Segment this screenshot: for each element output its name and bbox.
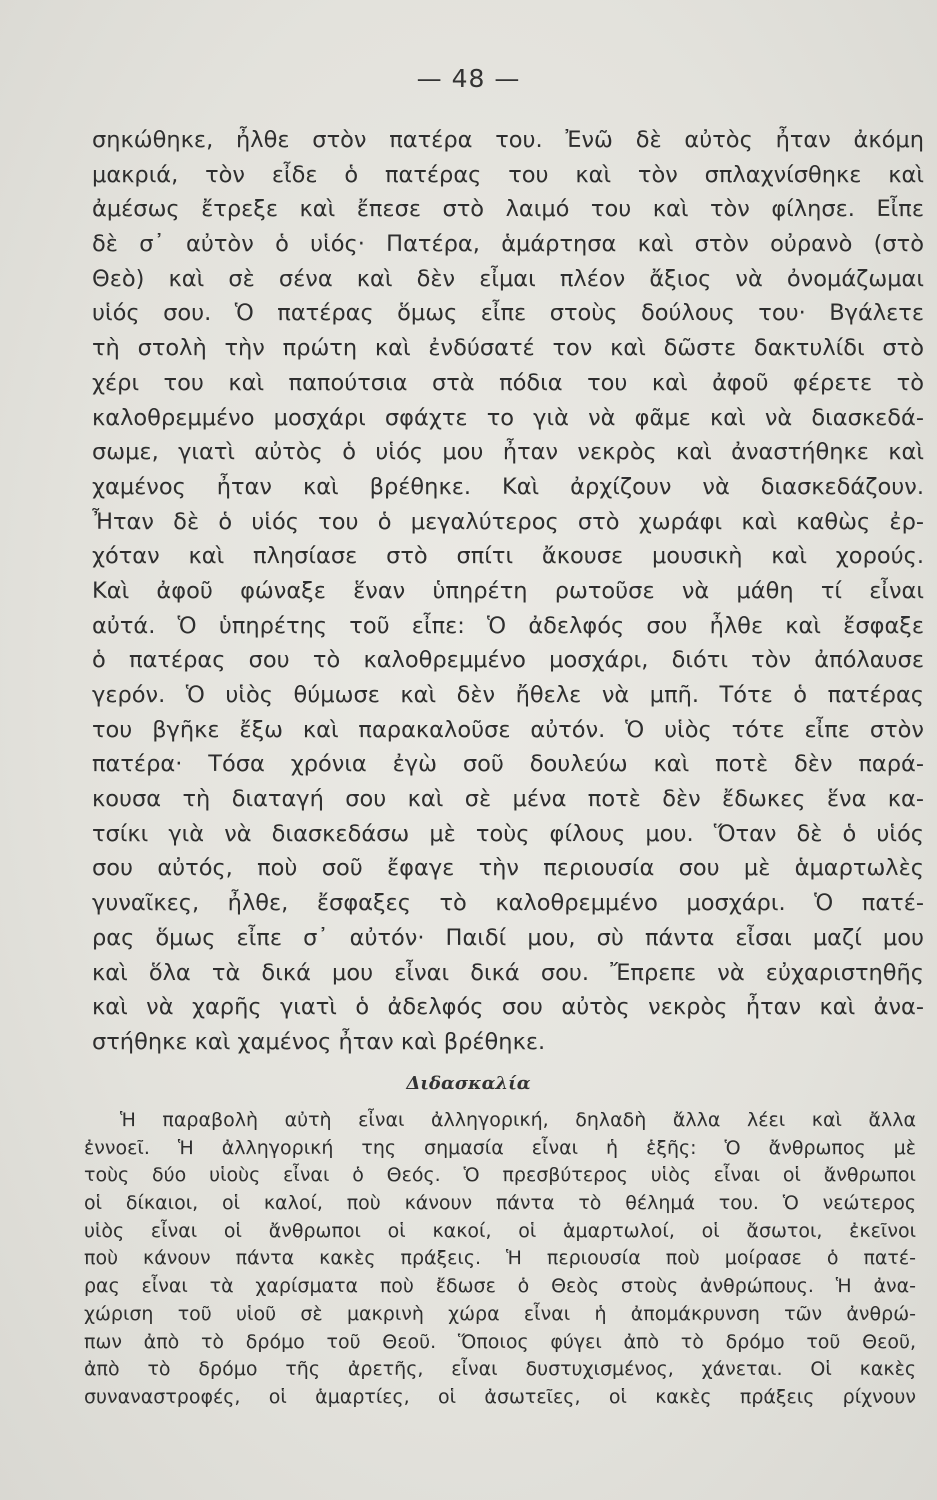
text-line: σηκώθηκε, ἦλθε στὸν πατέρα του. Ἐνῶ δὲ αὐτὸς ἦταν ἀκόμη xyxy=(92,127,924,153)
text-line: υἱός σου. Ὁ πατέρας ὅμως εἶπε στοὺς δούλους του· Βγάλετε xyxy=(92,300,924,327)
text-line: στήθηκε καὶ χαμένος ἦταν καὶ βρέθηκε. xyxy=(92,1028,546,1055)
text-line: χόταν καὶ πλησίασε στὸ σπίτι ἄκουσε μουσικὴ καὶ χορούς. xyxy=(92,543,924,570)
text-line: καλοθρεμμένο μοσχάρι σφάχτε το γιὰ νὰ φᾶμε καὶ νὰ διασκεδά- xyxy=(92,404,924,431)
text-line: δὲ σ᾿ αὐτὸν ὁ υἱός· Πατέρα, ἁμάρτησα καὶ στὸν οὐρανὸ (στὸ xyxy=(92,231,924,258)
text-line: ἀμέσως ἔτρεξε καὶ ἔπεσε στὸ λαιμό του καὶ τὸν φίλησε. Εἶπε xyxy=(92,196,924,223)
text-line: χέρι του καὶ παπούτσια στὰ πόδια του καὶ ἀφοῦ φέρετε τὸ xyxy=(92,369,924,396)
lesson-text-block xyxy=(84,1107,916,1412)
text-line: τσίκι γιὰ νὰ διασκεδάσω μὲ τοὺς φίλους μου. Ὅταν δὲ ὁ υἱός xyxy=(92,820,924,847)
section-heading: Διδασκαλία xyxy=(406,1073,531,1094)
text-line: κουσα τὴ διαταγή σου καὶ σὲ μένα ποτὲ δὲν ἔδωκες ἕνα κα- xyxy=(92,786,924,813)
text-line: ὁ πατέρας σου τὸ καλοθρεμμένο μοσχάρι, διότι τὸν ἀπόλαυσε xyxy=(92,647,924,674)
main-text-block xyxy=(92,123,924,1060)
text-line: του βγῆκε ἔξω καὶ παρακαλοῦσε αὐτόν. Ὁ υἱὸς τότε εἶπε στὸν xyxy=(92,716,924,743)
lesson-line: υἱὸς εἶναι οἱ ἄνθρωποι οἱ κακοί, οἱ ἁμαρτωλοί, οἱ ἄσωτοι, ἐκεῖνοι xyxy=(84,1219,916,1242)
text-line: γυναῖκες, ἦλθε, ἔσφαξες τὸ καλοθρεμμένο μοσχάρι. Ὁ πατέ- xyxy=(92,890,924,917)
lesson-line: χώριση τοῦ υἱοῦ σὲ μακρινὴ χώρα εἶναι ἡ ἀπομάκρυνση τῶν ἀνθρώ- xyxy=(84,1302,916,1325)
text-line: Καὶ ἀφοῦ φώναξε ἕναν ὑπηρέτη ρωτοῦσε νὰ μάθη τί εἶναι xyxy=(92,577,924,604)
text-line: καὶ ὅλα τὰ δικά μου εἶναι δικά σου. Ἔπρεπε νὰ εὐχαριστηθῆς xyxy=(92,959,924,986)
text-line: Θεὸ) καὶ σὲ σένα καὶ δὲν εἶμαι πλέον ἄξιος νὰ ὀνομάζωμαι xyxy=(92,265,924,292)
lesson-line: τοὺς δύο υἱοὺς εἶναι ὁ Θεός. Ὁ πρεσβύτερος υἱὸς εἶναι οἱ ἄνθρωποι xyxy=(84,1164,916,1187)
page-number: — 48 — xyxy=(416,64,521,93)
lesson-line: Ἡ παραβολὴ αὐτὴ εἶναι ἀλληγορική, δηλαδὴ ἄλλα λέει καὶ ἄλλα xyxy=(120,1109,916,1131)
lesson-line: ρας εἶναι τὰ χαρίσματα ποὺ ἔδωσε ὁ Θεὸς στοὺς ἀνθρώπους. Ἡ ἀνα- xyxy=(84,1275,916,1298)
text-line: αὐτά. Ὁ ὑπηρέτης τοῦ εἶπε: Ὁ ἀδελφός σου ἦλθε καὶ ἔσφαξε xyxy=(92,612,924,639)
text-line: χαμένος ἦταν καὶ βρέθηκε. Καὶ ἀρχίζουν νὰ διασκεδάζουν. xyxy=(92,473,924,500)
text-line: τὴ στολὴ τὴν πρώτη καὶ ἐνδύσατέ τον καὶ δῶστε δακτυλίδι στὸ xyxy=(92,335,924,362)
text-line: μακριά, τὸν εἶδε ὁ πατέρας του καὶ τὸν σπλαχνίσθηκε καὶ xyxy=(92,161,924,188)
lesson-line: ποὺ κάνουν πάντα κακὲς πράξεις. Ἡ περιουσία ποὺ μοίρασε ὁ πατέ- xyxy=(84,1247,916,1270)
text-line: σωμε, γιατὶ αὐτὸς ὁ υἱός μου ἦταν νεκρὸς καὶ ἀναστήθηκε καὶ xyxy=(92,439,924,466)
text-line: Ἦταν δὲ ὁ υἱός του ὁ μεγαλύτερος στὸ χωράφι καὶ καθὼς ἐρ- xyxy=(92,508,924,535)
text-line: γερόν. Ὁ υἱὸς θύμωσε καὶ δὲν ἤθελε νὰ μπῆ. Τότε ὁ πατέρας xyxy=(92,682,924,708)
lesson-line: οἱ δίκαιοι, οἱ καλοί, ποὺ κάνουν πάντα τὸ θέλημά του. Ὁ νεώτερος xyxy=(84,1192,916,1215)
text-line: καὶ νὰ χαρῆς γιατὶ ὁ ἀδελφός σου αὐτὸς νεκρὸς ἦταν καὶ ἀνα- xyxy=(92,994,924,1021)
lesson-line: συναναστροφές, οἱ ἁμαρτίες, οἱ ἀσωτεῖες, οἱ κακὲς πράξεις ρίχνουν xyxy=(84,1385,916,1408)
lesson-line: ἀπὸ τὸ δρόμο τῆς ἀρετῆς, εἶναι δυστυχισμένος, χάνεται. Οἱ κακὲς xyxy=(84,1358,916,1381)
lesson-line: ἐννοεῖ. Ἡ ἀλληγορική της σημασία εἶναι ἡ ἑξῆς: Ὁ ἄνθρωπος μὲ xyxy=(84,1136,916,1159)
text-line: πατέρα· Τόσα χρόνια ἐγὼ σοῦ δουλεύω καὶ ποτὲ δὲν παρά- xyxy=(92,751,924,778)
text-line: σου αὐτός, ποὺ σοῦ ἔφαγε τὴν περιουσία σου μὲ ἁμαρτωλὲς xyxy=(92,855,924,882)
lesson-line: πων ἀπὸ τὸ δρόμο τοῦ Θεοῦ. Ὅποιος φύγει ἀπὸ τὸ δρόμο τοῦ Θεοῦ, xyxy=(84,1330,916,1353)
text-line: ρας ὅμως εἶπε σ᾿ αὐτόν· Παιδί μου, σὺ πάντα εἶσαι μαζί μου xyxy=(92,924,924,951)
